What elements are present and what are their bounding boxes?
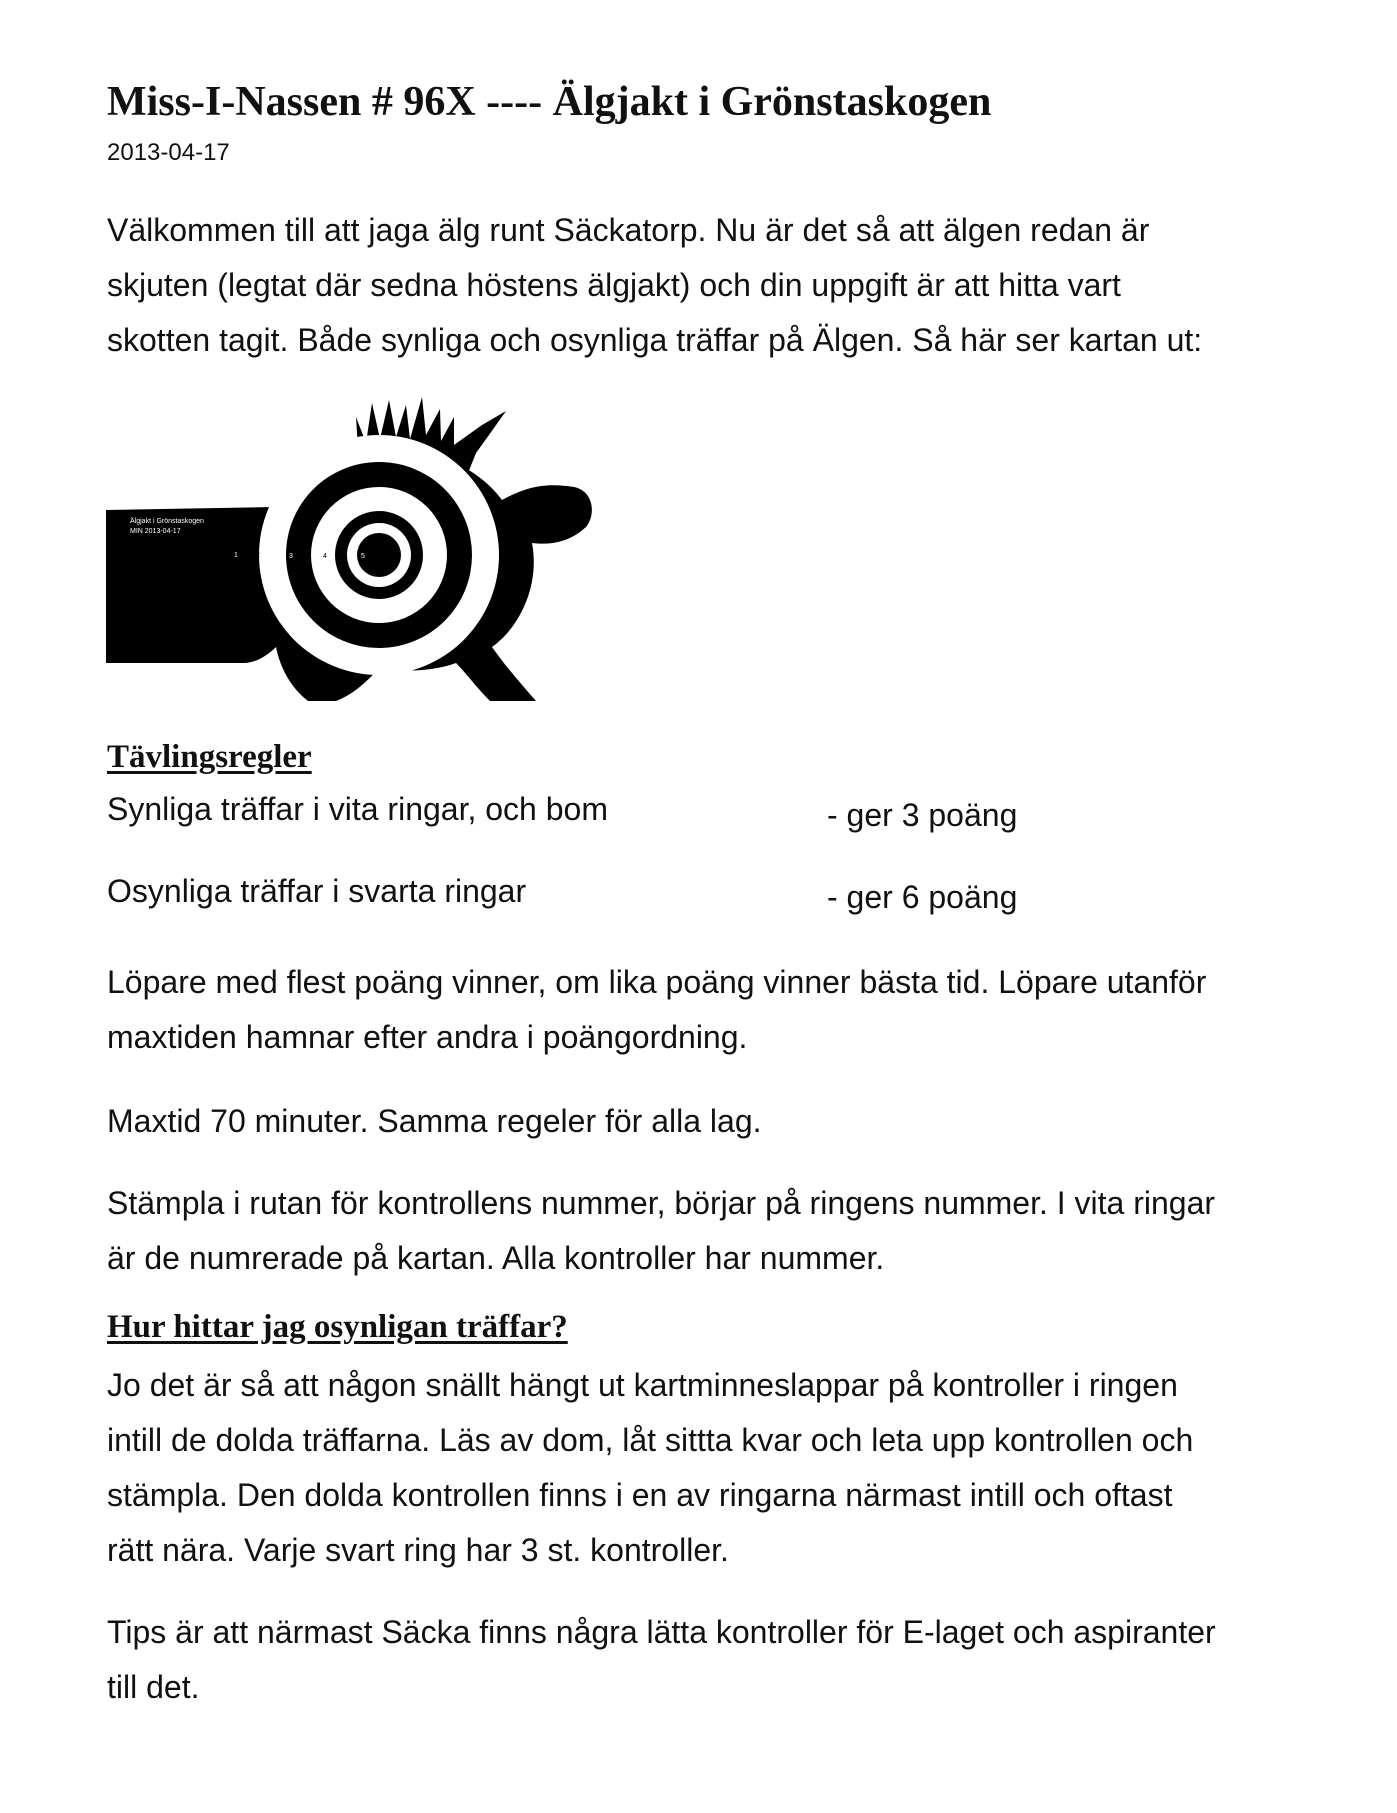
ring-number-label: 5 (361, 553, 365, 560)
howto-line: stämpla. Den dolda kontrollen finns i en av ringarna närmast intill och oftast (107, 1477, 1173, 1513)
ring-number-label: 1 (234, 552, 238, 559)
howto-line: intill de dolda träffarna. Läs av dom, låt sittta kvar och leta upp kontrollen och (107, 1422, 1194, 1458)
tips-paragraph (107, 1605, 1357, 1715)
moose-target-graphic (104, 395, 594, 705)
winner-line: Löpare med flest poäng vinner, om lika poäng vinner bästa tid. Löpare utanför (107, 964, 1207, 1000)
winner-line: maxtiden hamnar efter andra i poängordning. (107, 1019, 748, 1055)
stamp-line: Stämpla i rutan för kontrollens nummer, börjar på ringens nummer. I vita ringar (107, 1185, 1216, 1221)
rule-points: - ger 6 poäng (827, 879, 1018, 915)
howto-line: rätt nära. Varje svart ring har 3 st. kontroller. (107, 1532, 729, 1568)
document-title: Miss-I-Nassen # 96X ---- Älgjakt i Grönstaskogen (107, 79, 992, 125)
tips-line: Tips är att närmast Säcka finns några lätta kontroller för E-laget och aspiranter (107, 1614, 1216, 1650)
maxtime-line: Maxtid 70 minuter. Samma regeler för alla lag. (107, 1103, 762, 1139)
ring-number-label: 4 (323, 553, 327, 560)
stamp-paragraph (107, 1176, 1357, 1286)
rule-text: Osynliga träffar i svarta ringar (107, 873, 527, 909)
howto-heading: Hur hittar jag osynligan träffar? (107, 1309, 568, 1345)
document-date: 2013-04-17 (107, 139, 230, 166)
ring-number-label: 2 (256, 552, 260, 559)
rule-text: Synliga träffar i vita ringar, och bom (107, 791, 608, 827)
map-subtitle-text: MIN 2013-04-17 (130, 528, 181, 535)
howto-line: Jo det är så att någon snällt hängt ut kartminneslappar på kontroller i ringen (107, 1367, 1178, 1403)
ring-number-label: 3 (289, 553, 293, 560)
rules-heading: Tävlingsregler (107, 739, 312, 775)
howto-paragraph (107, 1358, 1357, 1578)
intro-line: Välkommen till att jaga älg runt Säckatorp. Nu är det så att älgen redan är (107, 212, 1150, 248)
stamp-line: är de numrerade på kartan. Alla kontroller har nummer. (107, 1240, 885, 1276)
maxtime-paragraph (107, 1094, 1357, 1149)
intro-line: skjuten (legtat där sedna höstens älgjakt) och din uppgift är att hitta vart (107, 267, 1121, 303)
rule-row-hidden-hits (107, 873, 1107, 917)
rule-points: - ger 3 poäng (827, 797, 1018, 833)
moose-target-map-image (104, 395, 594, 705)
intro-line: skotten tagit. Både synliga och osynliga träffar på Älgen. Så här ser kartan ut: (107, 322, 1203, 358)
rule-row-visible-hits (107, 791, 1107, 835)
intro-paragraph (107, 203, 1357, 368)
map-title-text: Älgjakt i Grönstaskogen (130, 518, 204, 525)
winner-paragraph (107, 955, 1357, 1065)
tips-line: till det. (107, 1669, 200, 1705)
